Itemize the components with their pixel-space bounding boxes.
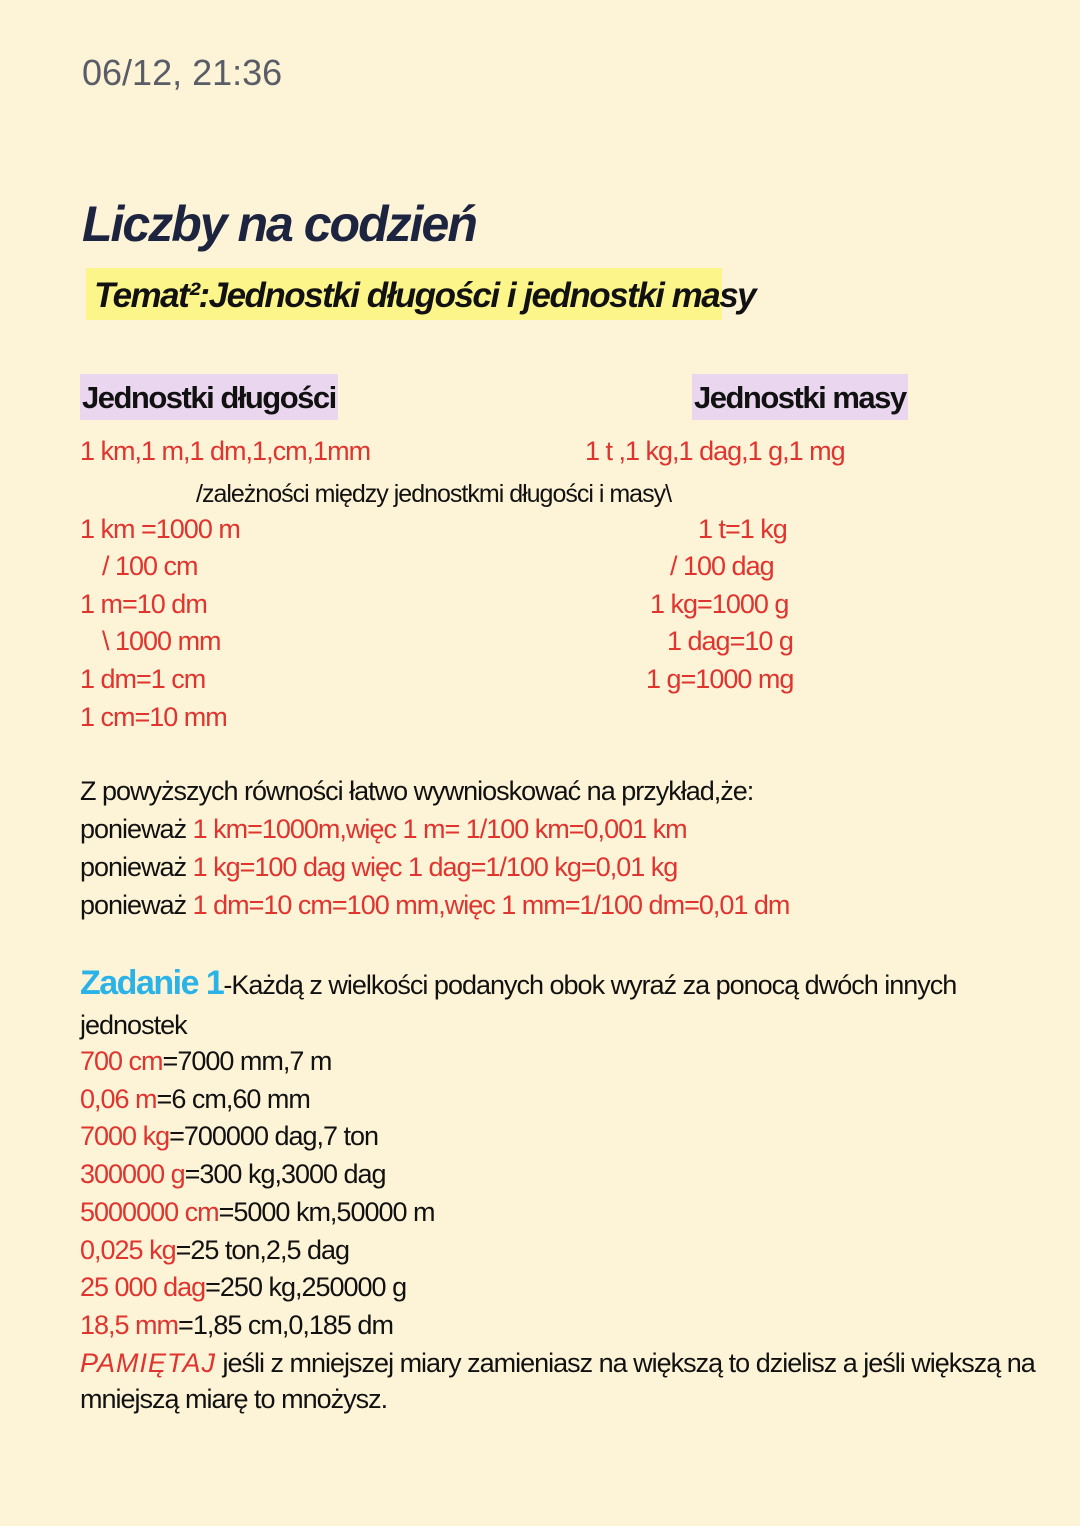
page-title: Liczby na codzień (82, 196, 476, 252)
answer-line (80, 1272, 406, 1303)
mass-units-header: Jednostki masy (692, 374, 908, 420)
answer-given: 25 000 dag (80, 1272, 206, 1303)
length-relation: 1 cm=10 mm (80, 702, 227, 732)
answer-line (80, 1121, 378, 1152)
conclusion-prefix: ponieważ (80, 852, 193, 882)
length-relation: 1 m=10 dm (80, 589, 207, 619)
answer-line (80, 1159, 386, 1190)
answer-line (80, 1197, 435, 1228)
answer-line (80, 1084, 310, 1115)
answer-result: =250 kg,250000 g (205, 1272, 407, 1303)
conclusion-text: 1 kg=100 dag więc 1 dag=1/100 kg=0,01 kg (192, 852, 678, 882)
answer-line (80, 1046, 331, 1077)
task-text: -Każdą z wielkości podanych obok wyraź za ponocą dwóch innych (223, 970, 957, 1000)
task-text-cont: jednostek (80, 1010, 187, 1040)
answer-given: 7000 kg (80, 1121, 170, 1152)
length-relation: 1 dm=1 cm (80, 664, 206, 694)
conclusion-line (80, 852, 677, 883)
remember-note (80, 1348, 1035, 1379)
answer-result: =7000 mm,7 m (162, 1046, 332, 1076)
answer-result: =300 kg,3000 dag (184, 1159, 386, 1190)
mass-relation: 1 t=1 kg (698, 514, 787, 544)
answer-given: 700 cm (80, 1046, 163, 1076)
remember-label: PAMIĘTAJ (80, 1348, 217, 1378)
answer-line (80, 1310, 393, 1341)
conclusion-text: 1 km=1000m,więc 1 m= 1/100 km=0,001 km (192, 814, 687, 844)
timestamp: 06/12, 21:36 (82, 52, 283, 93)
length-relation: / 100 cm (102, 551, 198, 581)
mass-units-list: 1 t ,1 kg,1 dag,1 g,1 mg (585, 436, 845, 466)
conclusion-text: 1 dm=10 cm=100 mm,więc 1 mm=1/100 dm=0,01 dm (192, 890, 790, 920)
mass-relation: 1 g=1000 mg (646, 664, 794, 694)
mass-relation: 1 kg=1000 g (650, 589, 789, 619)
conclusion-line (80, 814, 687, 845)
answer-given: 5000000 cm (80, 1196, 219, 1227)
mass-relation: 1 dag=10 g (667, 626, 793, 656)
length-relation: \ 1000 mm (102, 626, 221, 656)
topic-title: Temat²:Jednostki długości i jednostki masy (94, 276, 756, 315)
length-units-list: 1 km,1 m,1 dm,1,cm,1mm (80, 436, 371, 466)
topic-highlight (86, 268, 756, 320)
remember-text: jeśli z mniejszej miary zamieniasz na większą to dzielisz a jeśli większą na (216, 1348, 1035, 1378)
answer-given: 0,06 m (80, 1083, 157, 1114)
task-heading (80, 964, 956, 1003)
remember-text-cont: mniejszą miarę to mnożysz. (80, 1384, 388, 1414)
answer-given: 0,025 kg (80, 1234, 176, 1265)
task-label: Zadanie 1 (80, 964, 224, 1002)
mass-relation: / 100 dag (670, 551, 774, 581)
conclusion-intro: Z powyższych równości łatwo wywnioskować na przykład,że: (80, 776, 754, 806)
answer-result: =5000 km,50000 m (218, 1196, 435, 1227)
relations-caption: /zależności między jednostkmi długości i masy\ (196, 480, 672, 508)
conclusion-prefix: ponieważ (80, 814, 193, 844)
conclusion-line (80, 890, 789, 921)
length-units-header: Jednostki długości (80, 374, 338, 420)
length-relation: 1 km =1000 m (80, 514, 240, 544)
answer-result: =6 cm,60 mm (156, 1083, 310, 1114)
answer-given: 18,5 mm (80, 1309, 179, 1340)
answer-given: 300000 g (80, 1159, 185, 1190)
conclusion-prefix: ponieważ (80, 890, 193, 920)
answer-result: =25 ton,2,5 dag (175, 1234, 350, 1265)
answer-result: =700000 dag,7 ton (169, 1121, 379, 1152)
answer-line (80, 1235, 349, 1266)
answer-result: =1,85 cm,0,185 dm (178, 1309, 393, 1340)
